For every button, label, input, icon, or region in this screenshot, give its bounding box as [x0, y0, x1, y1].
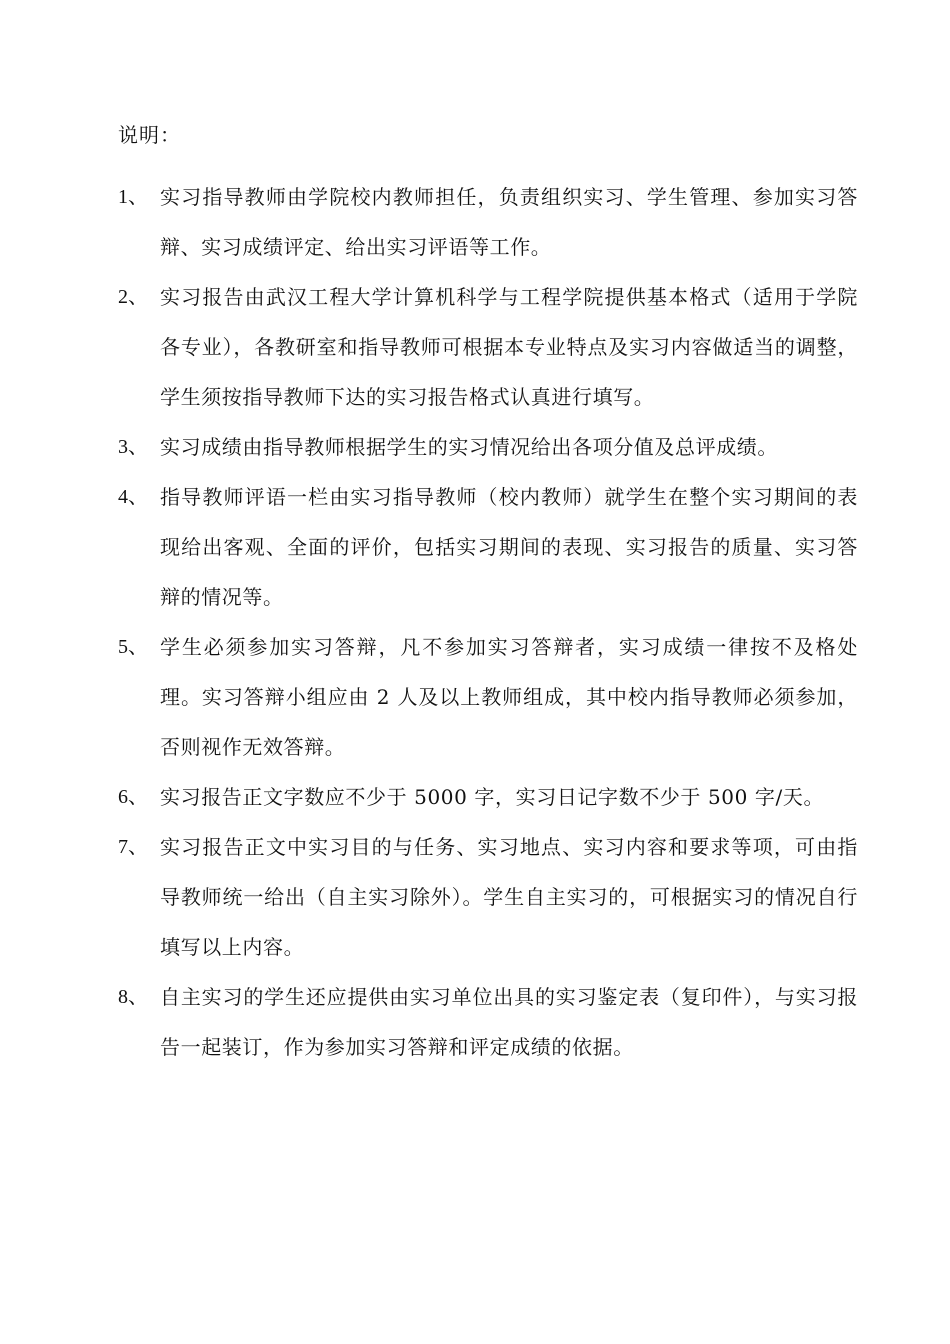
instructions-list — [118, 172, 858, 1072]
list-item-text: 学生必须参加实习答辩，凡不参加实习答辩者，实习成绩一律按不及格处理。实习答辩小组应由 2 人及以上教师组成，其中校内指导教师必须参加，否则视作无效答辩。 — [160, 635, 858, 759]
page-heading: 说明： — [118, 123, 181, 147]
list-item-text: 实习成绩由指导教师根据学生的实习情况给出各项分值及总评成绩。 — [160, 435, 778, 459]
list-item-text: 实习报告正文字数应不少于 5000 字，实习日记字数不少于 500 字/天。 — [160, 785, 825, 809]
list-item — [118, 172, 858, 272]
list-item — [118, 472, 858, 622]
list-item-text: 实习报告由武汉工程大学计算机科学与工程学院提供基本格式（适用于学院各专业），各教研室和指导教师可根据本专业特点及实习内容做适当的调整，学生须按指导教师下达的实习报告格式认真进行填写。 — [160, 285, 858, 409]
list-item — [118, 972, 858, 1072]
list-item-text: 指导教师评语一栏由实习指导教师（校内教师）就学生在整个实习期间的表现给出客观、全面的评价，包括实习期间的表现、实习报告的质量、实习答辩的情况等。 — [160, 485, 858, 609]
list-item-number: 3、 — [118, 436, 148, 458]
list-item-number: 4、 — [118, 486, 148, 508]
list-item — [118, 272, 858, 422]
list-item-number: 2、 — [118, 286, 148, 308]
list-item-number: 5、 — [118, 636, 148, 658]
list-item — [118, 622, 858, 772]
list-item-text: 实习指导教师由学院校内教师担任，负责组织实习、学生管理、参加实习答辩、实习成绩评定、给出实习评语等工作。 — [160, 185, 858, 259]
list-item-text: 自主实习的学生还应提供由实习单位出具的实习鉴定表（复印件），与实习报告一起装订，作为参加实习答辩和评定成绩的依据。 — [160, 985, 858, 1059]
list-item — [118, 772, 858, 822]
list-item-text: 实习报告正文中实习目的与任务、实习地点、实习内容和要求等项，可由指导教师统一给出（自主实习除外）。学生自主实习的，可根据实习的情况自行填写以上内容。 — [160, 835, 858, 959]
list-item-number: 7、 — [118, 836, 148, 858]
list-item-number: 8、 — [118, 986, 148, 1008]
list-item — [118, 822, 858, 972]
list-item-number: 1、 — [118, 186, 148, 208]
list-item — [118, 422, 858, 472]
list-item-number: 6、 — [118, 786, 148, 808]
